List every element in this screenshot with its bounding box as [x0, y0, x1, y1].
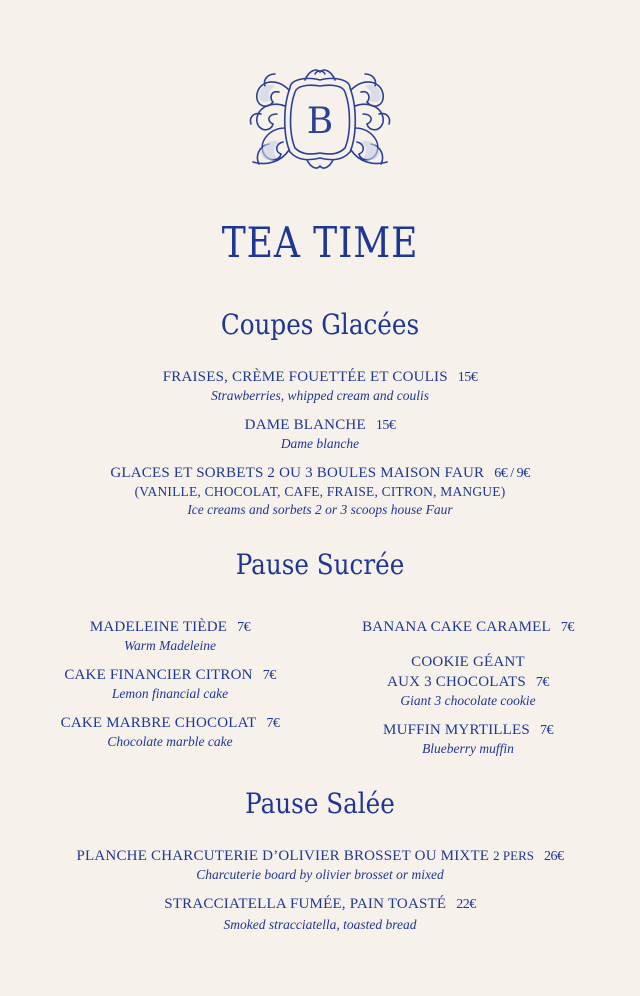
item-translation: Blueberry muffin — [422, 741, 514, 756]
menu-item — [320, 652, 616, 710]
item-translation: Smoked stracciatella, toasted bread — [223, 917, 417, 932]
item-price: 7€ — [237, 620, 251, 635]
item-flavours: (VANILLE, CHOCOLAT, CAFE, FRAISE, CITRON, MANGUE) — [134, 484, 506, 499]
item-name: FRAISES, CRÈME FOUETTÉE ET COULIS — [162, 369, 448, 385]
item-name: CAKE FINANCIER CITRON — [64, 667, 253, 683]
item-translation: Ice creams and sorbets 2 or 3 scoops house Faur — [187, 502, 453, 517]
item-translation: Lemon financial cake — [111, 686, 229, 701]
item-translation: Chocolate marble cake — [107, 734, 233, 749]
item-price: 7€ — [539, 723, 553, 738]
item-translation: Warm Madeleine — [123, 638, 217, 653]
menu-item — [320, 617, 616, 637]
crest-logo — [245, 66, 395, 174]
menu-item — [0, 367, 640, 405]
menu-item — [0, 415, 640, 453]
item-price: 7€ — [266, 716, 280, 731]
menu-item — [0, 846, 640, 884]
item-price: 7€ — [262, 668, 276, 683]
item-name: DAME BLANCHE — [244, 417, 366, 433]
menu-title: TEA TIME — [221, 218, 419, 267]
menu-item — [0, 463, 640, 519]
item-name: PLANCHE CHARCUTERIE D’OLIVIER BROSSET OU MIXTE — [76, 848, 490, 864]
item-name-line1: COOKIE GÉANT — [411, 654, 525, 670]
item-price: 7€ — [535, 675, 549, 690]
section-title-salee: Pause Salée — [245, 787, 395, 820]
item-price: 15€ — [457, 370, 478, 385]
item-price: 26€ — [544, 849, 564, 864]
menu-item — [20, 713, 320, 751]
item-name: MADELEINE TIÈDE — [89, 619, 228, 635]
item-translation: Giant 3 chocolate cookie — [400, 693, 536, 708]
item-name: CAKE MARBRE CHOCOLAT — [60, 715, 257, 731]
menu-item — [20, 617, 320, 655]
item-price: 22€ — [456, 897, 476, 912]
item-translation: Charcuterie board by olivier brosset or mixed — [196, 867, 444, 882]
item-price: 7€ — [560, 620, 574, 635]
item-translation: Strawberries, whipped cream and coulis — [210, 388, 430, 403]
menu-item — [320, 720, 616, 758]
item-price: 15€ — [375, 418, 396, 433]
item-name: MUFFIN MYRTILLES — [383, 722, 530, 738]
menu-item — [0, 894, 640, 934]
menu-item — [20, 665, 320, 703]
item-name: BANANA CAKE CARAMEL — [362, 619, 551, 635]
section-title-coupes: Coupes Glacées — [220, 308, 420, 341]
item-price: 6€ / 9€ — [494, 466, 530, 481]
item-name: GLACES ET SORBETS 2 OU 3 BOULES MAISON FAUR — [110, 465, 485, 481]
item-name: STRACCIATELLA FUMÉE, PAIN TOASTÉ — [164, 896, 447, 912]
section-title-sucree: Pause Sucrée — [235, 548, 405, 581]
item-translation: Dame blanche — [280, 436, 360, 451]
item-portion: 2 PERS — [493, 848, 534, 863]
item-name-line2: AUX 3 CHOCOLATS — [387, 674, 526, 690]
crest-letter: B — [306, 101, 334, 142]
